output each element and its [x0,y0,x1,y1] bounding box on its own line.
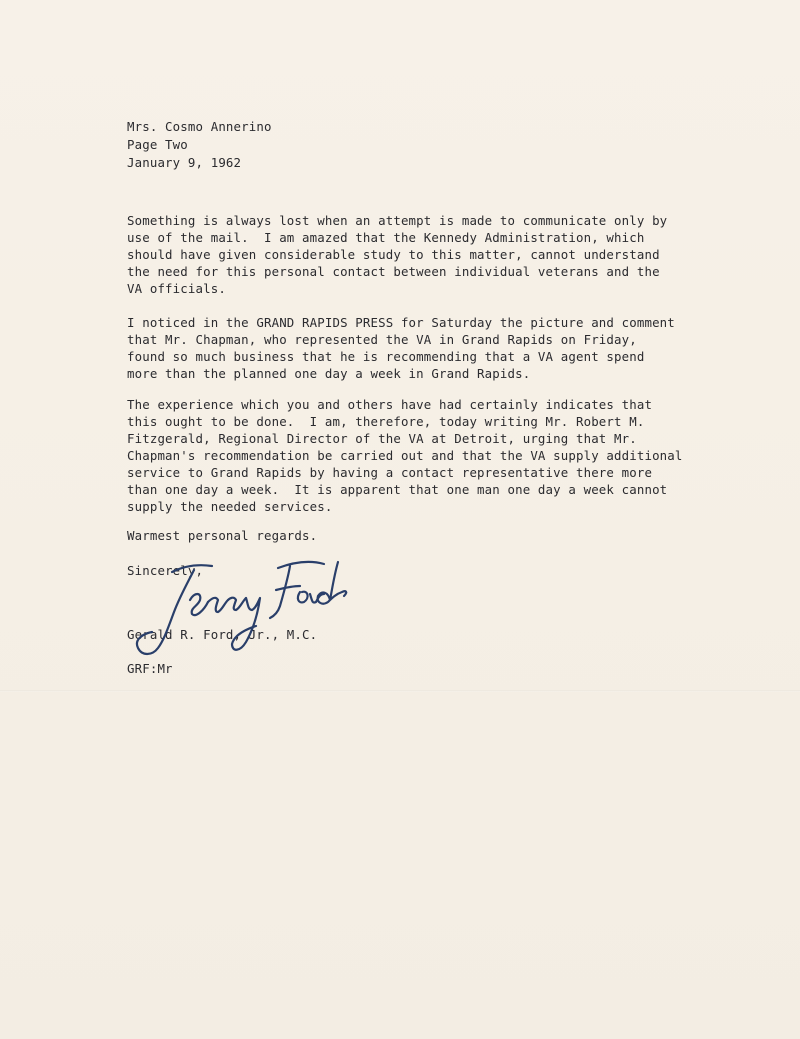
page-label: Page Two [127,137,188,152]
body-paragraph-2 [127,314,727,382]
paragraph-line: VA officials. [127,281,226,296]
body-paragraph-3 [127,396,727,515]
paragraph-line: Something is always lost when an attempt is made to communicate only by [127,213,668,228]
paragraph-line: found so much business that he is recommending that a VA agent spend [127,349,645,364]
paragraph-line: I noticed in the GRAND RAPIDS PRESS for Saturday the picture and comment [127,315,675,330]
paragraph-line: should have given considerable study to this matter, cannot understand [127,247,660,262]
paper-fold-line [0,690,800,692]
valediction: Sincerely, [127,563,204,578]
paragraph-line: service to Grand Rapids by having a contact representative there more [127,465,653,480]
letter-date: January 9, 1962 [127,155,242,170]
signer-name: Gerald R. Ford, Jr., M.C. [127,627,318,642]
body-paragraph-1 [127,212,727,297]
paragraph-line: the need for this personal contact between individual veterans and the [127,264,660,279]
paragraph-line: use of the mail. I am amazed that the Kennedy Administration, which [127,230,645,245]
paragraph-line: more than the planned one day a week in Grand Rapids. [127,366,531,381]
paragraph-line: that Mr. Chapman, who represented the VA in Grand Rapids on Friday, [127,332,637,347]
paragraph-line: than one day a week. It is apparent that one man one day a week cannot [127,482,668,497]
paragraph-line: The experience which you and others have had certainly indicates that [127,397,653,412]
paragraph-line: Fitzgerald, Regional Director of the VA at Detroit, urging that Mr. [127,431,637,446]
paragraph-line: Chapman's recommendation be carried out and that the VA supply additional [127,448,683,463]
closing-regards: Warmest personal regards. [127,528,318,543]
recipient-name: Mrs. Cosmo Annerino [127,119,272,134]
paragraph-line: supply the needed services. [127,499,333,514]
reference-initials: GRF:Mr [127,661,173,676]
paragraph-line: this ought to be done. I am, therefore, today writing Mr. Robert M. [127,414,645,429]
